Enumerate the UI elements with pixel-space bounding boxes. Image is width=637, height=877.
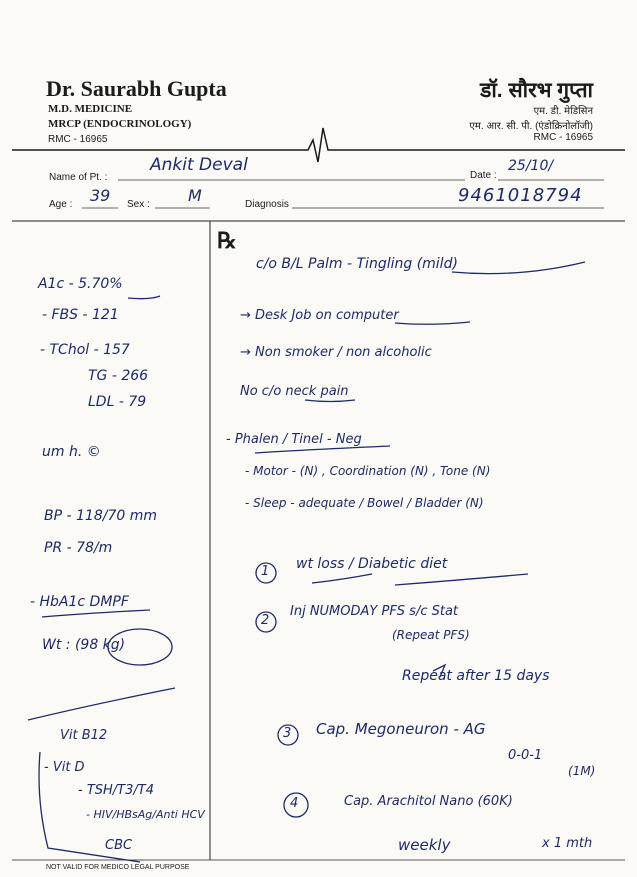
plan-injection: Inj NUMODAY PFS s/c Stat <box>290 604 459 619</box>
history-habits: → Non smoker / non alcoholic <box>240 345 432 360</box>
investigation-cbc: CBC <box>105 838 133 853</box>
plan-3-number: 3 <box>283 726 292 741</box>
plan-megoneuron-duration: (1M) <box>568 764 596 778</box>
investigation-vit-b12: Vit B12 <box>60 728 108 743</box>
investigation-vit-d: - Vit D <box>44 760 85 775</box>
qualification-md: M.D. MEDICINE <box>48 103 133 115</box>
qualification-mrcp-hindi: एम. आर. सी. पी. (एंडोक्रिनोलॉजी) <box>469 121 593 132</box>
qualification-mrcp: MRCP (ENDOCRINOLOGY) <box>48 118 192 130</box>
registration-number-left: RMC - 16965 <box>48 134 108 145</box>
blood-pressure: BP - 118/70 mm <box>44 508 157 524</box>
plan-injection-repeat: (Repeat PFS) <box>392 628 470 642</box>
plan-megoneuron: Cap. Megoneuron - AG <box>316 720 486 738</box>
history-neck-pain: No c/o neck pain <box>240 384 349 399</box>
plan-1-number: 1 <box>261 564 270 579</box>
investigation-viral-markers: - HIV/HBsAg/Anti HCV <box>86 808 205 821</box>
sex-label: Sex : <box>127 199 150 210</box>
doctor-name-hindi: डॉ. सौरभ गुप्ता <box>480 79 593 102</box>
plan-arachitol: Cap. Arachitol Nano (60K) <box>344 794 513 809</box>
phone-number: 9461018794 <box>458 185 583 206</box>
date-value: 25/10/ <box>508 158 554 174</box>
plan-arachitol-frequency: weekly <box>398 836 451 854</box>
hba1c-value: A1c - 5.70% <box>38 276 123 292</box>
ldl-value: LDL - 79 <box>88 394 147 410</box>
history-occupation: → Desk Job on computer <box>240 308 399 323</box>
plan-injection-interval: Repeat after 15 days <box>402 668 550 684</box>
qualification-md-hindi: एम. डी. मेडिसिन <box>533 106 593 117</box>
age-value: 39 <box>90 186 111 205</box>
pulse-rate: PR - 78/m <box>44 540 113 556</box>
total-cholesterol-value: - TChol - 157 <box>40 342 130 358</box>
footer-note: NOT VALID FOR MEDICO LEGAL PURPOSE <box>46 864 190 871</box>
patient-name: Ankit Deval <box>150 155 248 175</box>
weight: Wt : (98 kg) <box>42 637 126 653</box>
plan-arachitol-duration: x 1 mth <box>542 836 593 851</box>
plan-4-number: 4 <box>290 796 299 811</box>
investigation-thyroid: - TSH/T3/T4 <box>78 783 154 798</box>
urine-note: um h. © <box>42 444 101 460</box>
fbs-value: - FBS - 121 <box>42 307 119 323</box>
registration-number-right: RMC - 16965 <box>533 132 593 143</box>
rx-symbol: ℞ <box>217 228 237 253</box>
plan-megoneuron-dose: 0-0-1 <box>508 748 543 763</box>
exam-phalen-tinel: - Phalen / Tinel - Neg <box>226 432 362 447</box>
exam-sleep-bowel: - Sleep - adequate / Bowel / Bladder (N) <box>245 496 484 510</box>
plan-2-number: 2 <box>261 613 270 628</box>
triglyceride-value: TG - 266 <box>88 368 149 384</box>
hba1c-note: - HbA1c DMPF <box>30 594 129 610</box>
name-label: Name of Pt. : <box>49 172 108 183</box>
exam-motor-coordination: - Motor - (N) , Coordination (N) , Tone (N) <box>245 464 491 478</box>
sex-value: M <box>188 186 202 205</box>
age-label: Age : <box>49 199 73 210</box>
date-label: Date : <box>470 170 497 181</box>
chief-complaint: c/o B/L Palm - Tingling (mild) <box>256 256 458 272</box>
plan-diet: wt loss / Diabetic diet <box>296 556 448 572</box>
doctor-name: Dr. Saurabh Gupta <box>46 76 227 101</box>
diagnosis-label: Diagnosis <box>245 199 289 210</box>
